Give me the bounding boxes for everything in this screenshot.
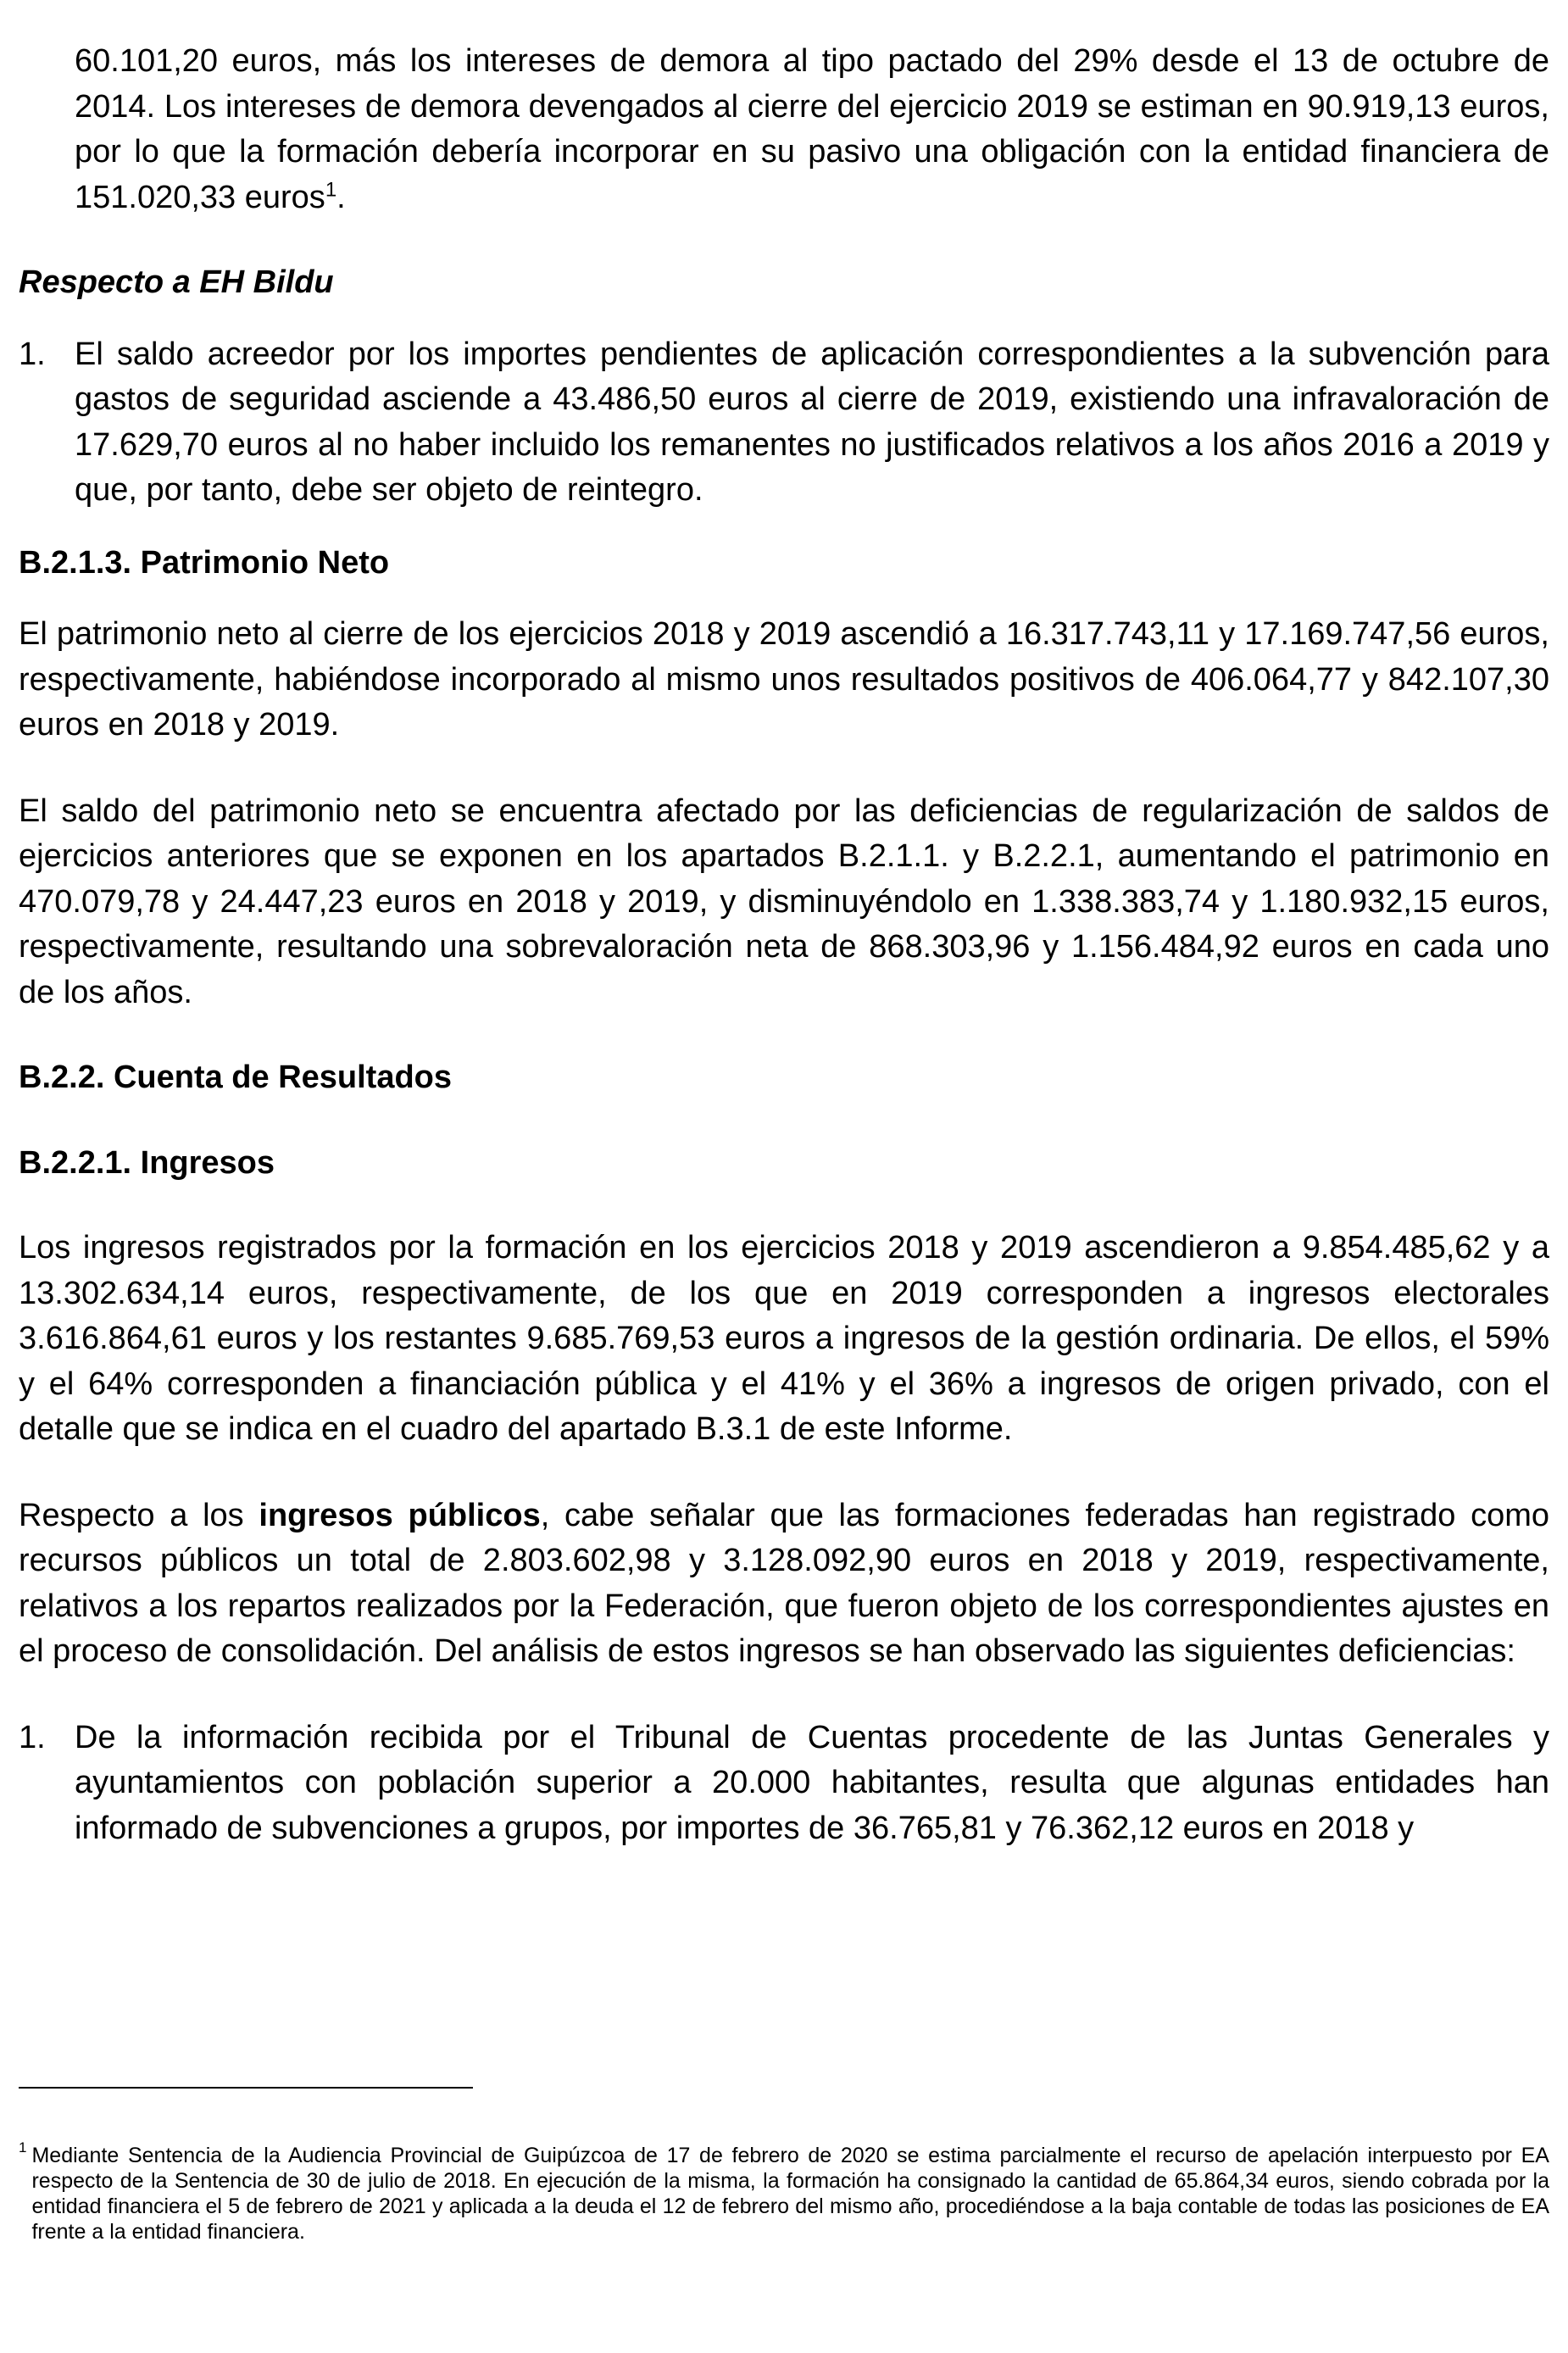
- footnote-text: Mediante Sentencia de la Audiencia Provincial de Guipúzcoa de 17 de febrero de 2020 se estima parcialmente el recurso de apelación interpuesto por EA respecto de la Sentencia de 30 de julio de 2018. En ejecución de la misma, la formación ha consignado la cantidad de 65.864,34 euros, siendo cobrada por la entidad financiera el 5 de febrero de 2021 y aplicada a la deuda el 12 de febrero del mismo año, procediéndose a la baja contable de todas las posiciones de EA frente a la entidad financiera.: [31, 2144, 1549, 2244]
- heading-ingresos: B.2.2.1. Ingresos: [19, 1144, 275, 1181]
- bold-term: ingresos públicos: [259, 1497, 541, 1533]
- footnote-separator: [19, 2087, 473, 2089]
- list-item-number: 1.: [19, 1719, 46, 1755]
- footnote: [19, 2139, 1549, 2245]
- heading-eh-bildu: Respecto a EH Bildu: [19, 264, 334, 300]
- list-item-text: El saldo acreedor por los importes pendientes de aplicación correspondientes a la subvención para gastos de seguridad asciende a 43.486,50 euros al cierre de 2019, existiendo una infravaloración de 17.629,70 euros al no haber incluido los remanentes no justificados relativos a los años 2016 a 2019 y que, por tanto, debe ser objeto de reintegro.: [75, 336, 1549, 508]
- footnote-mark: 1: [19, 2139, 27, 2156]
- paragraph-continuation: 60.101,20 euros, más los intereses de demora al tipo pactado del 29% desde el 13 de octubre de 2014. Los intereses de demora devengados al cierre del ejercicio 2019 se estiman en 90.919,13 euros, por lo que la formación debería incorporar en su pasivo una obligación con la entidad financiera de 151.020,33 euros$^1$.: [75, 43, 1549, 215]
- list-item: [19, 332, 1549, 514]
- document-page: [19, 39, 1549, 1851]
- heading-patrimonio-neto: B.2.1.3. Patrimonio Neto: [19, 544, 390, 581]
- continued-paragraph: [19, 39, 1549, 220]
- paragraph: Respecto a los ingresos públicos, cabe señalar que las formaciones federadas han registrado como recursos públicos un total de 2.803.602,98 y 3.128.092,90 euros en 2018 y 2019, respectivamente, relativos a los repartos realizados por la Federación, que fueron objeto de los correspondientes ajustes en el proceso de consolidación. Del análisis de estos ingresos se han observado las siguientes deficiencias:: [19, 1497, 1549, 1669]
- footnote-reference[interactable]: 1: [325, 177, 337, 201]
- heading-cuenta-resultados: B.2.2. Cuenta de Resultados: [19, 1060, 453, 1095]
- list-item-text: De la información recibida por el Tribunal de Cuentas procedente de las Juntas Generales y ayuntamientos con población superior a 20.000 habitantes, resulta que algunas entidades han informado de subvenciones a grupos, por importes de 36.765,81 y 76.362,12 euros en 2018 y: [75, 1719, 1549, 1846]
- paragraph: El saldo del patrimonio neto se encuentra afectado por las deficiencias de regularización de saldos de ejercicios anteriores que se exponen en los apartados B.2.1.1. y B.2.2.1, aumentando el patrimonio en 470.079,78 y 24.447,23 euros en 2018 y 2019, y disminuyéndolo en 1.338.383,74 y 1.180.932,15 euros, respectivamente, resultando una sobrevaloración neta de 868.303,96 y 1.156.484,92 euros en cada uno de los años.: [19, 793, 1549, 1010]
- list-item: [19, 1716, 1549, 1852]
- paragraph: El patrimonio neto al cierre de los ejercicios 2018 y 2019 ascendió a 16.317.743,11 y 17.169.747,56 euros, respectivamente, habiéndose incorporado al mismo unos resultados positivos de 406.064,77 y 842.107,30 euros en 2018 y 2019.: [19, 616, 1549, 743]
- list-item-number: 1.: [19, 336, 46, 372]
- paragraph: Los ingresos registrados por la formación en los ejercicios 2018 y 2019 ascendieron a 9.854.485,62 y a 13.302.634,14 euros, respectivamente, de los que en 2019 corresponden a ingresos electorales 3.616.864,61 euros y los restantes 9.685.769,53 euros a ingresos de la gestión ordinaria. De ellos, el 59% y el 64% corresponden a financiación pública y el 41% y el 36% a ingresos de origen privado, con el detalle que se indica en el cuadro del apartado B.3.1 de este Informe.: [19, 1230, 1549, 1447]
